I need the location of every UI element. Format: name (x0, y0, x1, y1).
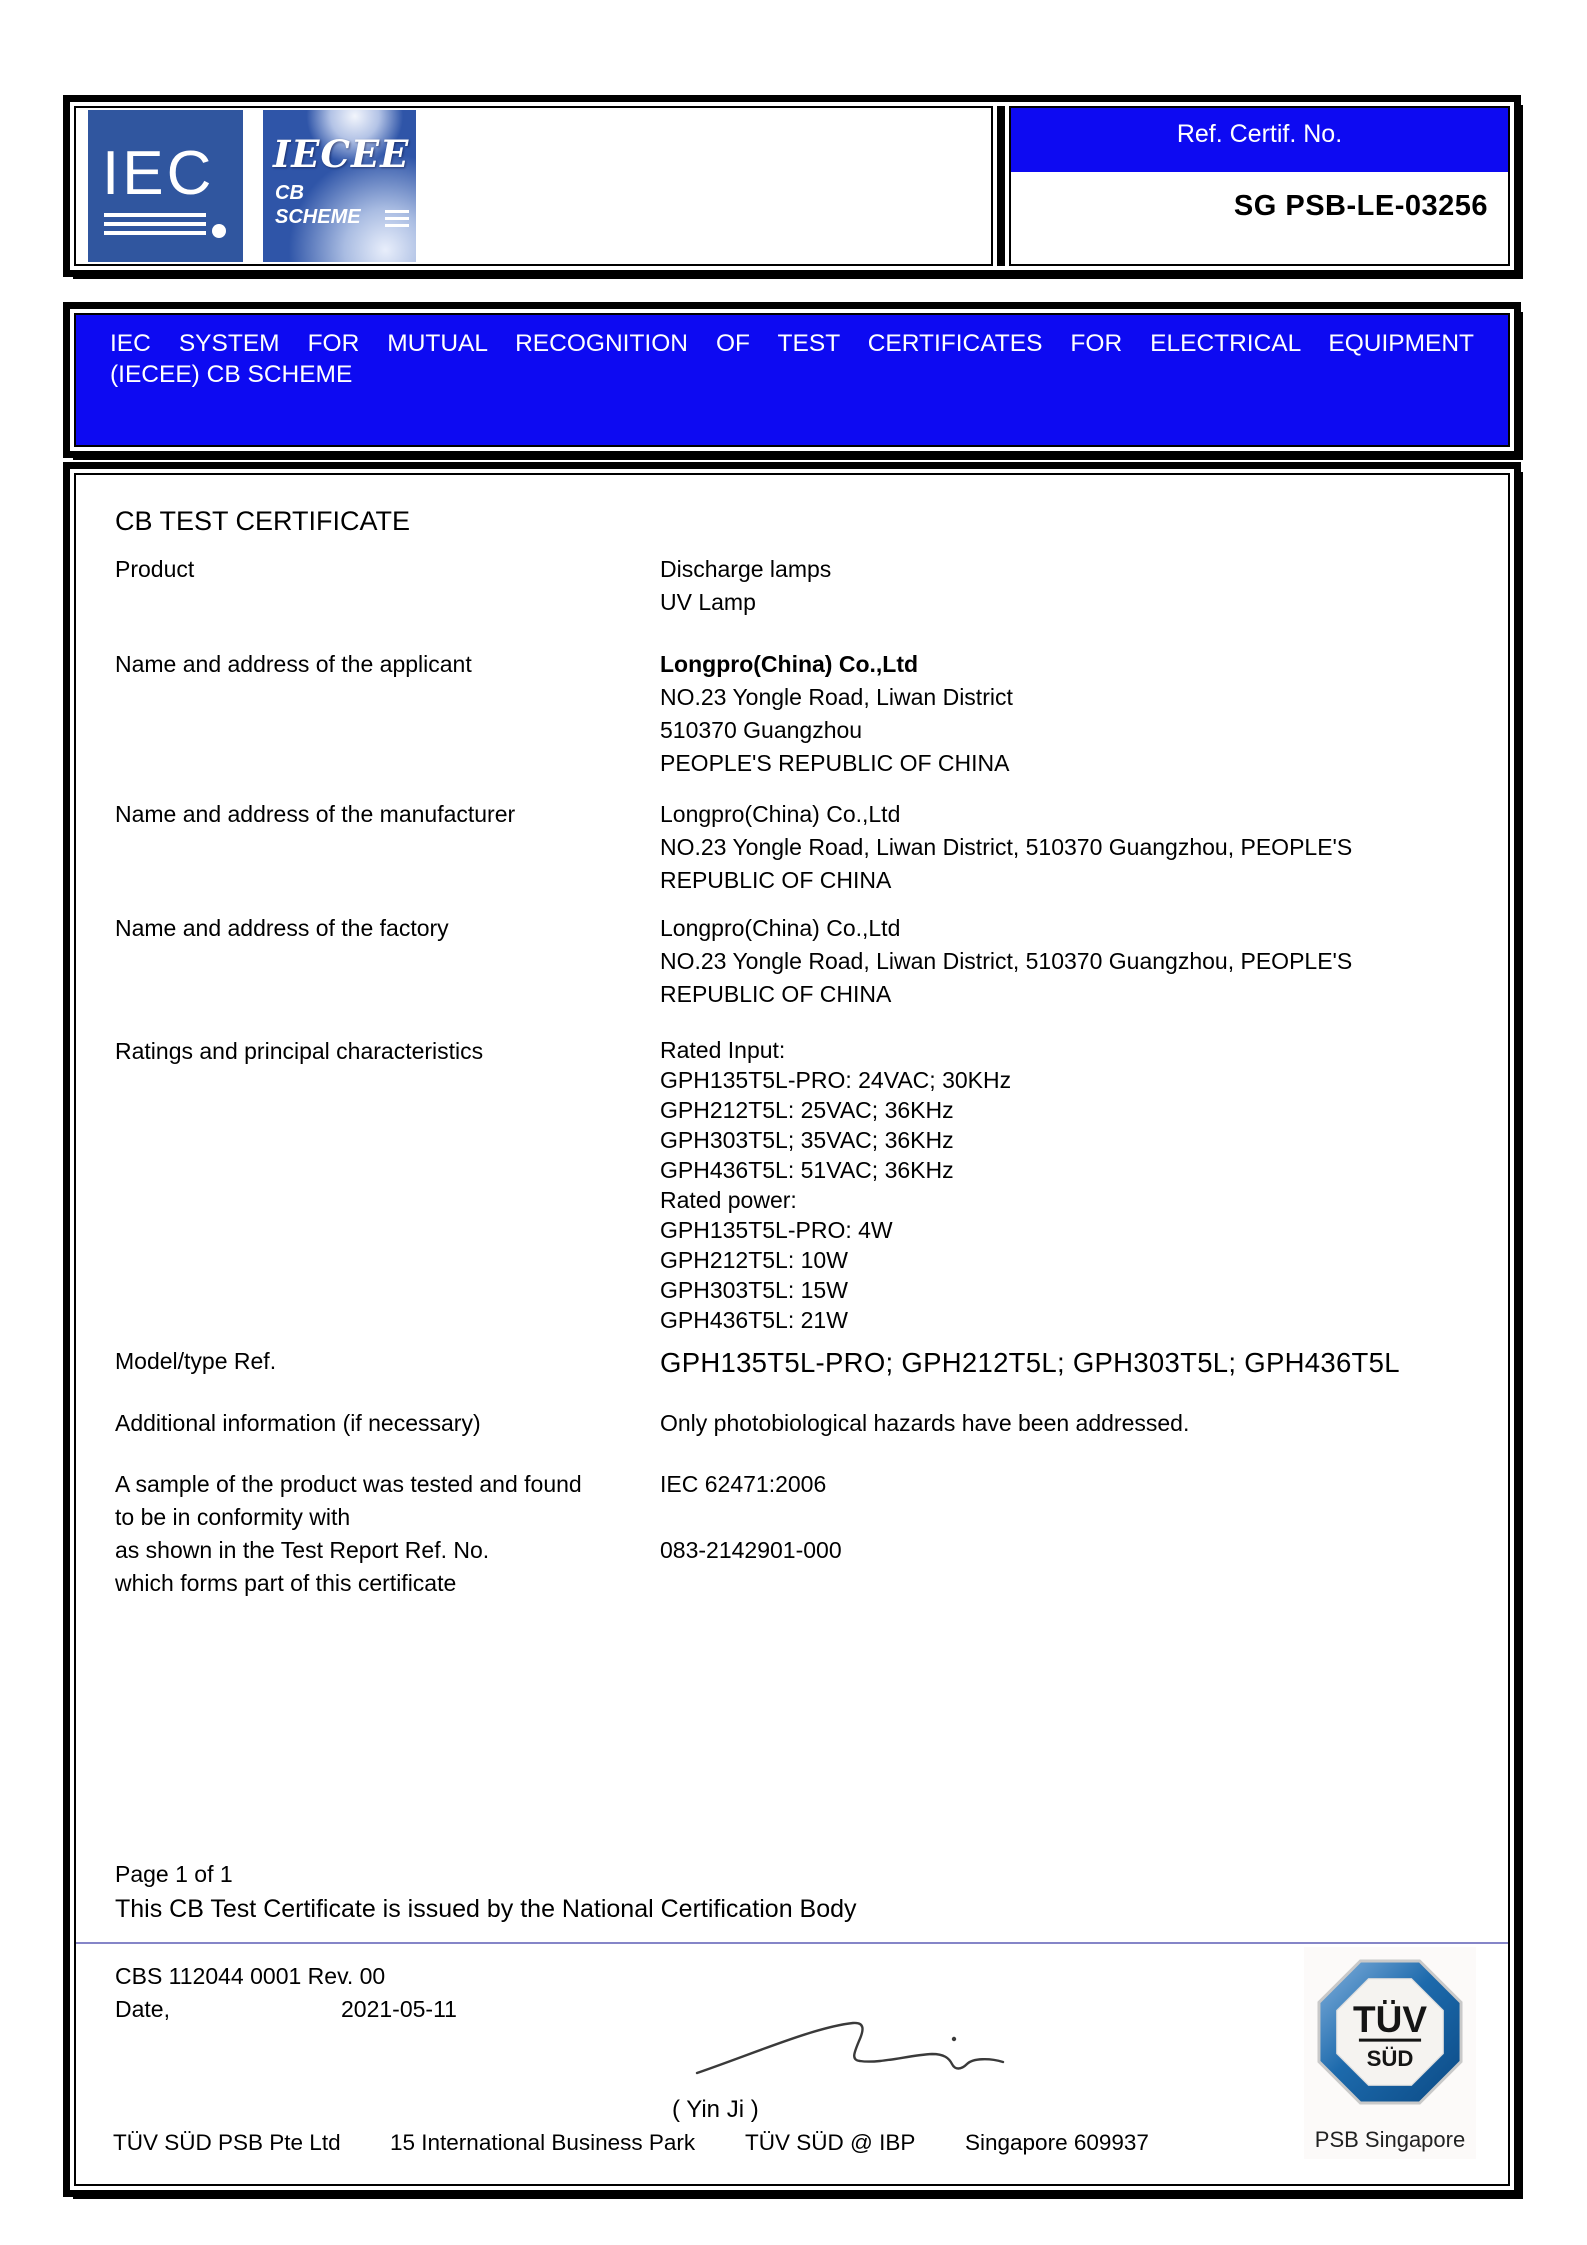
field-applicant (115, 648, 1468, 780)
field-label: Name and address of the applicant (115, 651, 472, 677)
scheme-banner-line2: (IECEE) CB SCHEME (110, 361, 353, 388)
scheme-banner-box (63, 302, 1521, 458)
issuer-statement: This CB Test Certificate is issued by the National Certification Body (115, 1895, 857, 1923)
field-ratings (115, 1035, 1468, 1335)
field-value: 083-2142901-000 (660, 1537, 842, 1563)
certificate-body-box (63, 462, 1521, 2197)
ref-certif-number: SG PSB-LE-03256 (1233, 190, 1488, 222)
field-conformity-standard (115, 1468, 1468, 1534)
field-value: Longpro(China) Co.,Ltd NO.23 Yongle Road, Liwan District, 510370 Guangzhou, PEOPLE'S REPUBLIC OF CHINA (660, 915, 1353, 1007)
field-label: Ratings and principal characteristics (115, 1038, 484, 1064)
field-value: IEC 62471:2006 (660, 1471, 827, 1497)
tuv-sud-logo (1316, 1958, 1464, 2106)
sud-logo-text: SÜD (1366, 2046, 1414, 2072)
field-value: Longpro(China) Co.,Ltd NO.23 Yongle Road, Liwan District 510370 Guangzhou PEOPLE'S REPUBLIC OF CHINA (660, 651, 1013, 776)
signature-image (693, 2015, 1013, 2085)
footer-address: 15 International Business Park (390, 2130, 696, 2155)
iecee-logo-lines-icon (385, 210, 409, 231)
field-factory (115, 912, 1468, 1011)
field-test-report-ref (115, 1534, 1468, 1600)
field-manufacturer (115, 798, 1468, 897)
field-label: Additional information (if necessary) (115, 1410, 481, 1436)
scheme-banner-line1: IEC SYSTEM FOR MUTUAL RECOGNITION OF TEST CERTIFICATES FOR ELECTRICAL EQUIPMENT (110, 330, 1474, 357)
tuv-logo-text: TÜV (1353, 1999, 1427, 2040)
field-value: Longpro(China) Co.,Ltd NO.23 Yongle Road, Liwan District, 510370 Guangzhou, PEOPLE'S REPUBLIC OF CHINA (660, 801, 1353, 893)
iec-logo-dot-icon (212, 224, 226, 238)
field-model-type (115, 1345, 1468, 1381)
field-label: A sample of the product was tested and found to be in conformity with (115, 1471, 582, 1530)
field-label: Product (115, 556, 195, 582)
ref-certif-label: Ref. Certif. No. (1011, 108, 1508, 172)
signatory-name: ( Yin Ji ) (672, 2096, 759, 2123)
cbs-ref: CBS 112044 0001 Rev. 00 (115, 1963, 386, 1989)
iecee-logo-text: IECEE (273, 132, 410, 176)
footer-postal: Singapore 609937 (965, 2130, 1149, 2155)
iec-logo-lines-icon (104, 213, 206, 240)
tuv-logo-caption: PSB Singapore (1314, 2127, 1466, 2152)
field-value: Only photobiological hazards have been addressed. (660, 1410, 1190, 1436)
field-label: as shown in the Test Report Ref. No. which forms part of this certificate (115, 1537, 490, 1596)
logo-separator (243, 108, 263, 264)
footer-company: TÜV SÜD PSB Pte Ltd (113, 2130, 341, 2155)
field-additional-info (115, 1407, 1468, 1440)
header-box (63, 95, 1521, 277)
iec-logo (88, 110, 243, 262)
certificate-title: CB TEST CERTIFICATE (115, 506, 411, 536)
scheme-banner (76, 315, 1508, 445)
field-value: Discharge lamps UV Lamp (660, 556, 832, 615)
date-label: Date, (115, 1996, 170, 2022)
field-label: Model/type Ref. (115, 1348, 277, 1374)
date-value: 2021-05-11 (341, 1996, 457, 2022)
ref-certif-cell (1009, 106, 1510, 266)
divider-line (76, 1942, 1508, 1944)
field-value: GPH135T5L-PRO; GPH212T5L; GPH303T5L; GPH436T5L (660, 1347, 1400, 1378)
iecee-logo-cb: CB (275, 182, 304, 204)
footer-location: TÜV SÜD @ IBP (745, 2130, 916, 2155)
iecee-cb-scheme-logo (263, 110, 416, 262)
logo-cell (74, 106, 993, 266)
iecee-logo-scheme: SCHEME (275, 206, 361, 228)
field-label: Name and address of the manufacturer (115, 801, 516, 827)
field-value: Rated Input: GPH135T5L-PRO: 24VAC; 30KHz GPH212T5L: 25VAC; 36KHz GPH303T5L; 35VAC; 36KHz GPH436T5L: 51VAC; 36KHz Rated power: GPH135T5L-PRO: 4W GPH212T5L: 10W GPH303T5L: 15W GPH436T5L: 21W (660, 1037, 1012, 1333)
field-product (115, 553, 1468, 619)
iec-logo-text: IEC (102, 139, 215, 208)
field-label: Name and address of the factory (115, 915, 449, 941)
header-divider (997, 106, 1005, 266)
page-info: Page 1 of 1 (115, 1861, 233, 1887)
